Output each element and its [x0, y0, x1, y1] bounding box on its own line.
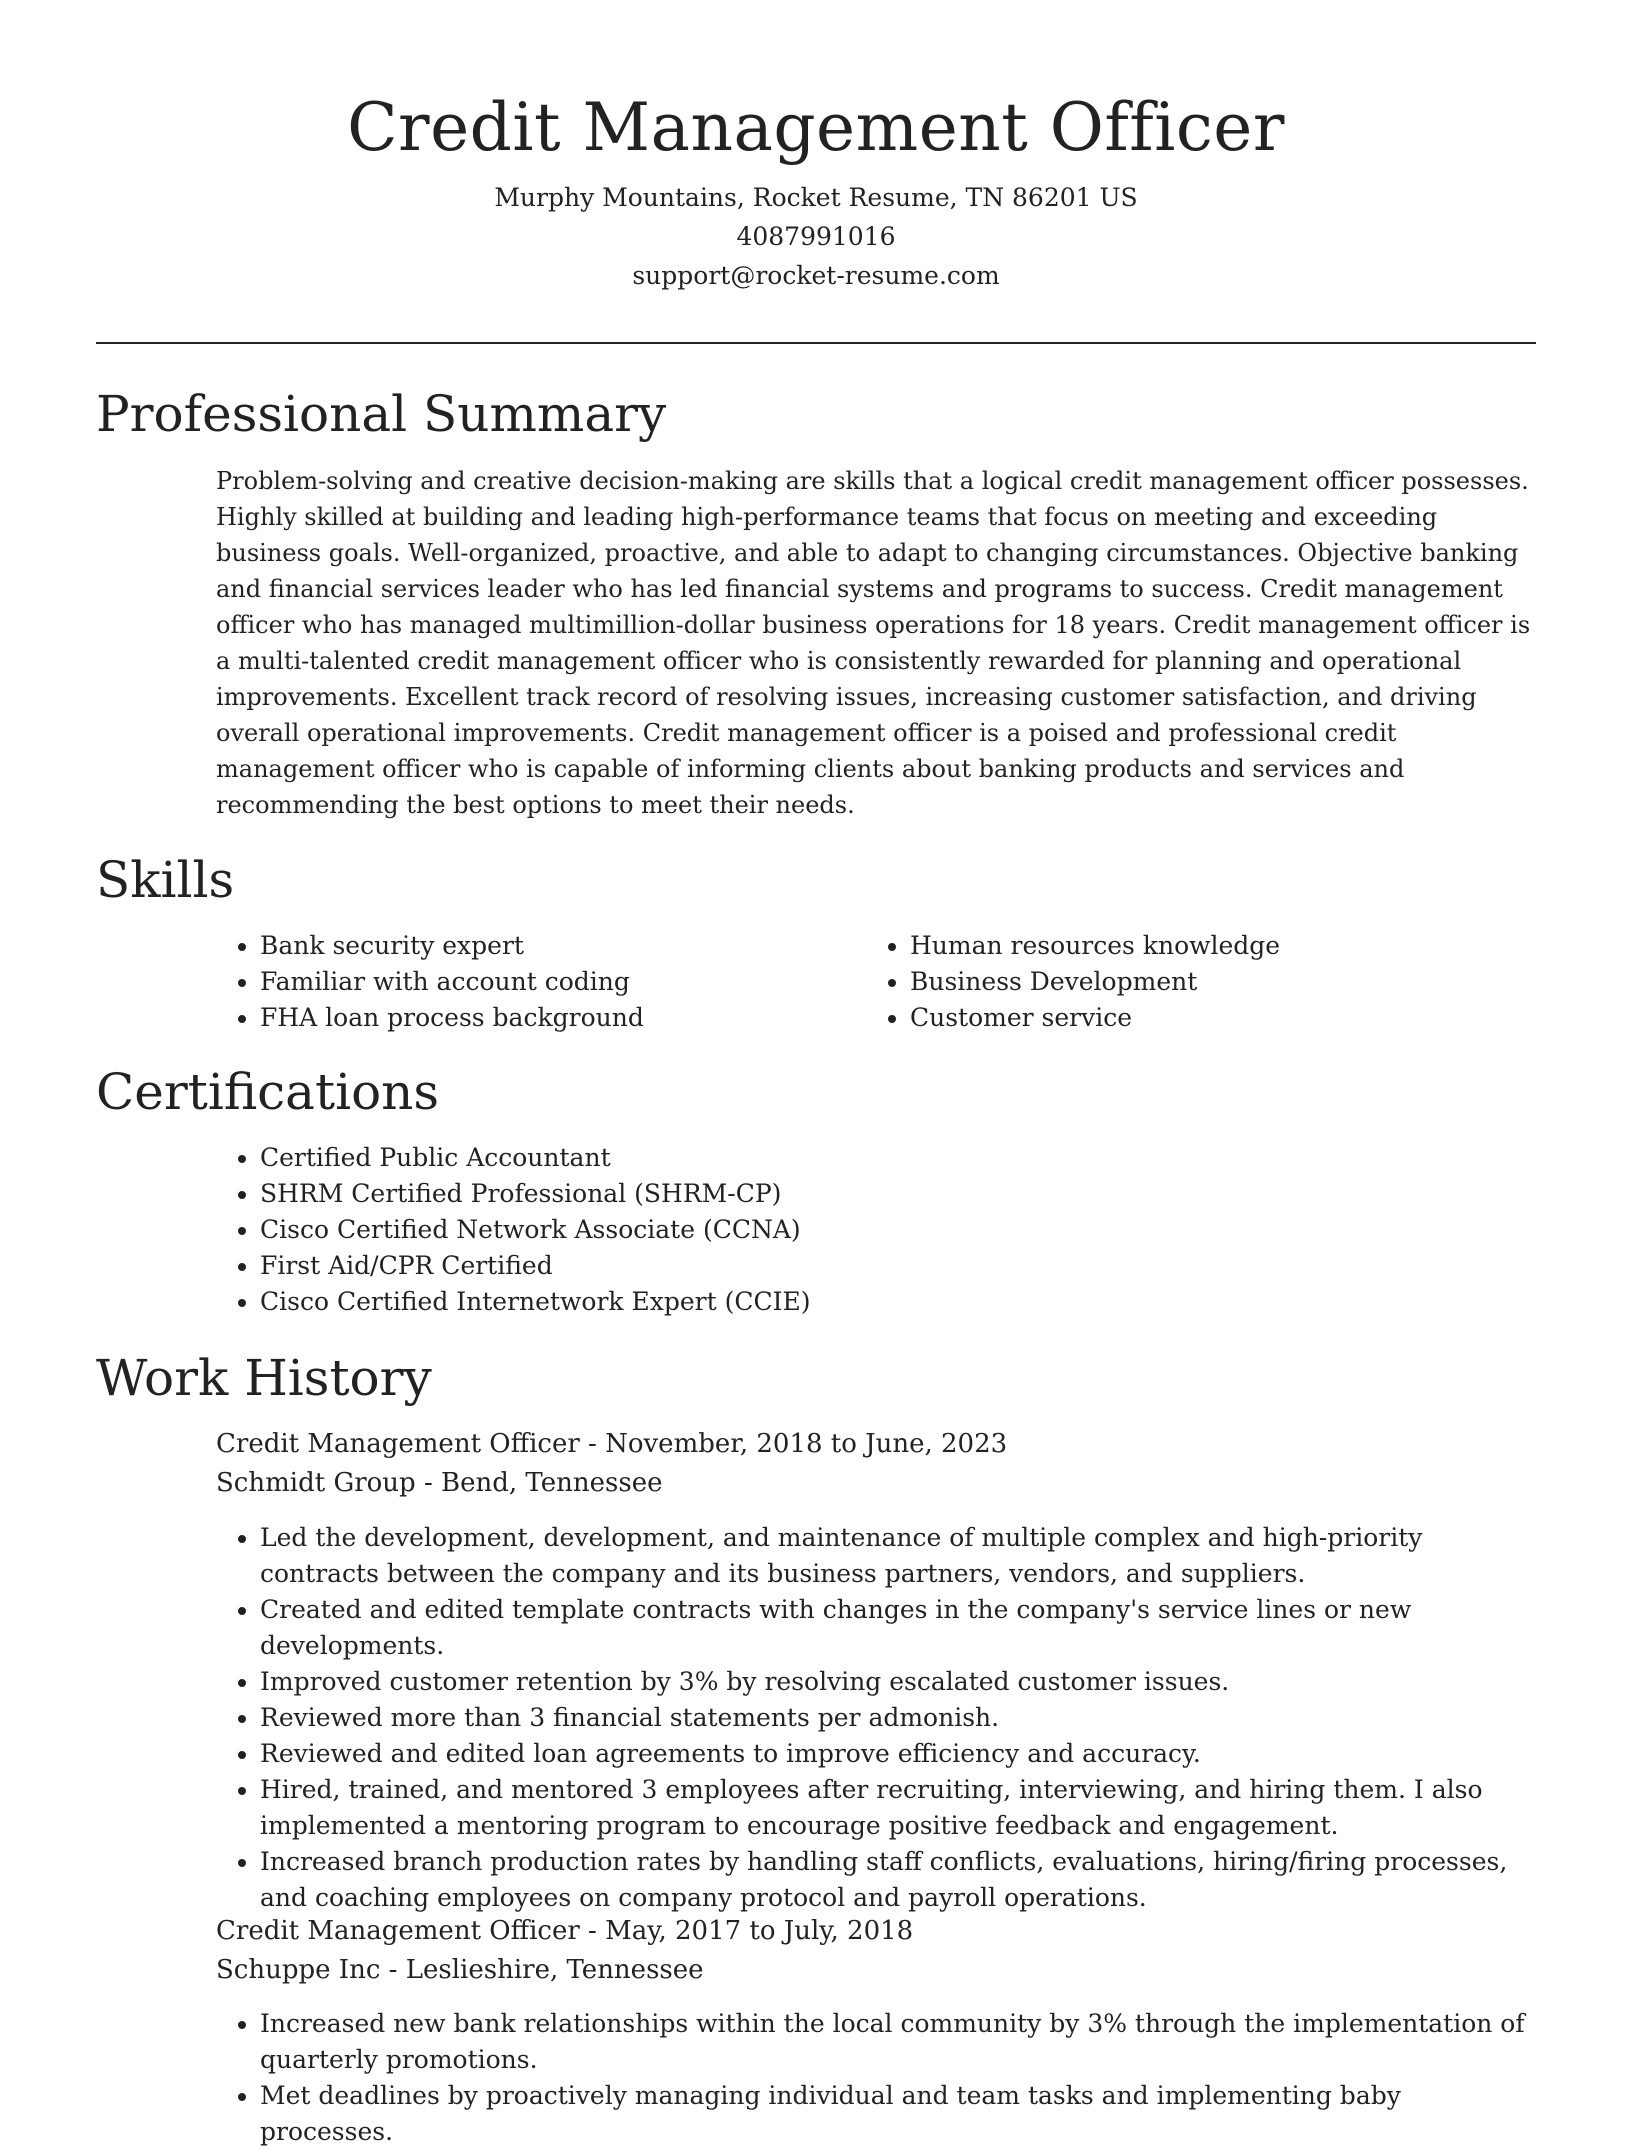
job-role: Credit Management Officer	[216, 1916, 580, 1946]
list-item: • Customer service	[910, 1000, 1506, 1036]
list-item: • Business Development	[910, 964, 1506, 1000]
list-item: • Human resources knowledge	[910, 928, 1506, 964]
header-divider	[96, 342, 1536, 344]
list-item: • Led the development, development, and maintenance of multiple complex and high-priority contracts between the company and its business partners, vendors, and suppliers.	[260, 1520, 1538, 1592]
section-title-summary: Professional Summary	[96, 385, 667, 443]
list-item: • Created and edited template contracts with changes in the company's service lines or new developments.	[260, 1592, 1538, 1664]
job-role: Credit Management Officer	[216, 1429, 580, 1459]
section-title-certifications: Certifications	[96, 1063, 440, 1121]
job-location: Leslieshire, Tennessee	[405, 1955, 704, 1985]
list-item: • Cisco Certified Network Associate (CCNA)	[260, 1212, 810, 1248]
phone-text: 4087991016	[736, 222, 896, 251]
list-item: • Certified Public Accountant	[260, 1140, 810, 1176]
list-item: • Cisco Certified Internetwork Expert (CCIE)	[260, 1284, 810, 1320]
list-item: • Met deadlines by proactively managing individual and team tasks and implementing baby processes.	[260, 2078, 1538, 2150]
job-header	[216, 1425, 1007, 1503]
job-company-line: Schuppe Inc - Leslieshire, Tennessee	[216, 1955, 704, 1985]
section-title-skills: Skills	[96, 851, 235, 909]
list-item: • Improved customer retention by 3% by resolving escalated customer issues.	[260, 1664, 1538, 1700]
candidate-title: Credit Management Officer	[347, 89, 1285, 166]
resume-header	[96, 80, 1536, 295]
job-dates: November, 2018 to June, 2023	[605, 1429, 1008, 1459]
job-location: Bend, Tennessee	[441, 1468, 663, 1498]
list-item: • First Aid/CPR Certified	[260, 1248, 810, 1284]
section-title-work-history: Work History	[96, 1349, 432, 1407]
certifications-list	[216, 1140, 810, 1320]
job-company: Schmidt Group	[216, 1468, 416, 1498]
list-item: • FHA loan process background	[260, 1000, 816, 1036]
summary-paragraph: Problem-solving and creative decision-making are skills that a logical credit management officer possesses. Highly skilled at building and leading high-performance teams that focus on meeting and exceeding business goals. Well-organized, proactive, and able to adapt to changing circumstances. Objective banking and financial services leader who has led financial systems and programs to success. Credit management officer who has managed multimillion-dollar business operations for 18 years. Credit management officer is a multi-talented credit management officer who is consistently rewarded for planning and operational improvements. Excellent track record of resolving issues, increasing customer satisfaction, and driving overall operational improvements. Credit management officer is a poised and professional credit management officer who is capable of informing clients about banking products and services and recommending the best options to meet their needs.	[216, 467, 1531, 819]
job-bullets	[216, 2006, 1538, 2150]
list-item: • SHRM Certified Professional (SHRM-CP)	[260, 1176, 810, 1212]
job-dates: May, 2017 to July, 2018	[605, 1916, 914, 1946]
address-text: Murphy Mountains, Rocket Resume, TN 86201 US	[494, 183, 1138, 212]
list-item: • Familiar with account coding	[260, 964, 816, 1000]
job-bullets	[216, 1520, 1538, 1916]
list-item: • Bank security expert	[260, 928, 816, 964]
list-item: • Hired, trained, and mentored 3 employees after recruiting, interviewing, and hiring them. I also implemented a mentoring program to encourage positive feedback and engagement.	[260, 1772, 1538, 1844]
job-company: Schuppe Inc	[216, 1955, 381, 1985]
job-title-line: Credit Management Officer - November, 2018 to June, 2023	[216, 1429, 1008, 1459]
list-item: • Reviewed more than 3 financial statements per admonish.	[260, 1700, 1538, 1736]
contact-info	[96, 178, 1536, 295]
list-item: • Increased new bank relationships within the local community by 3% through the implementation of quarterly promotions.	[260, 2006, 1538, 2078]
skills-list-right	[866, 928, 1506, 1036]
job-header	[216, 1912, 913, 1990]
skills-list-left	[216, 928, 816, 1036]
job-title-line: Credit Management Officer - May, 2017 to July, 2018	[216, 1916, 914, 1946]
email-text: support@rocket-resume.com	[632, 261, 1000, 290]
list-item: • Increased branch production rates by handling staff conflicts, evaluations, hiring/firing processes, and coaching employees on company protocol and payroll operations.	[260, 1844, 1538, 1916]
list-item: • Reviewed and edited loan agreements to improve efficiency and accuracy.	[260, 1736, 1538, 1772]
job-company-line: Schmidt Group - Bend, Tennessee	[216, 1468, 663, 1498]
